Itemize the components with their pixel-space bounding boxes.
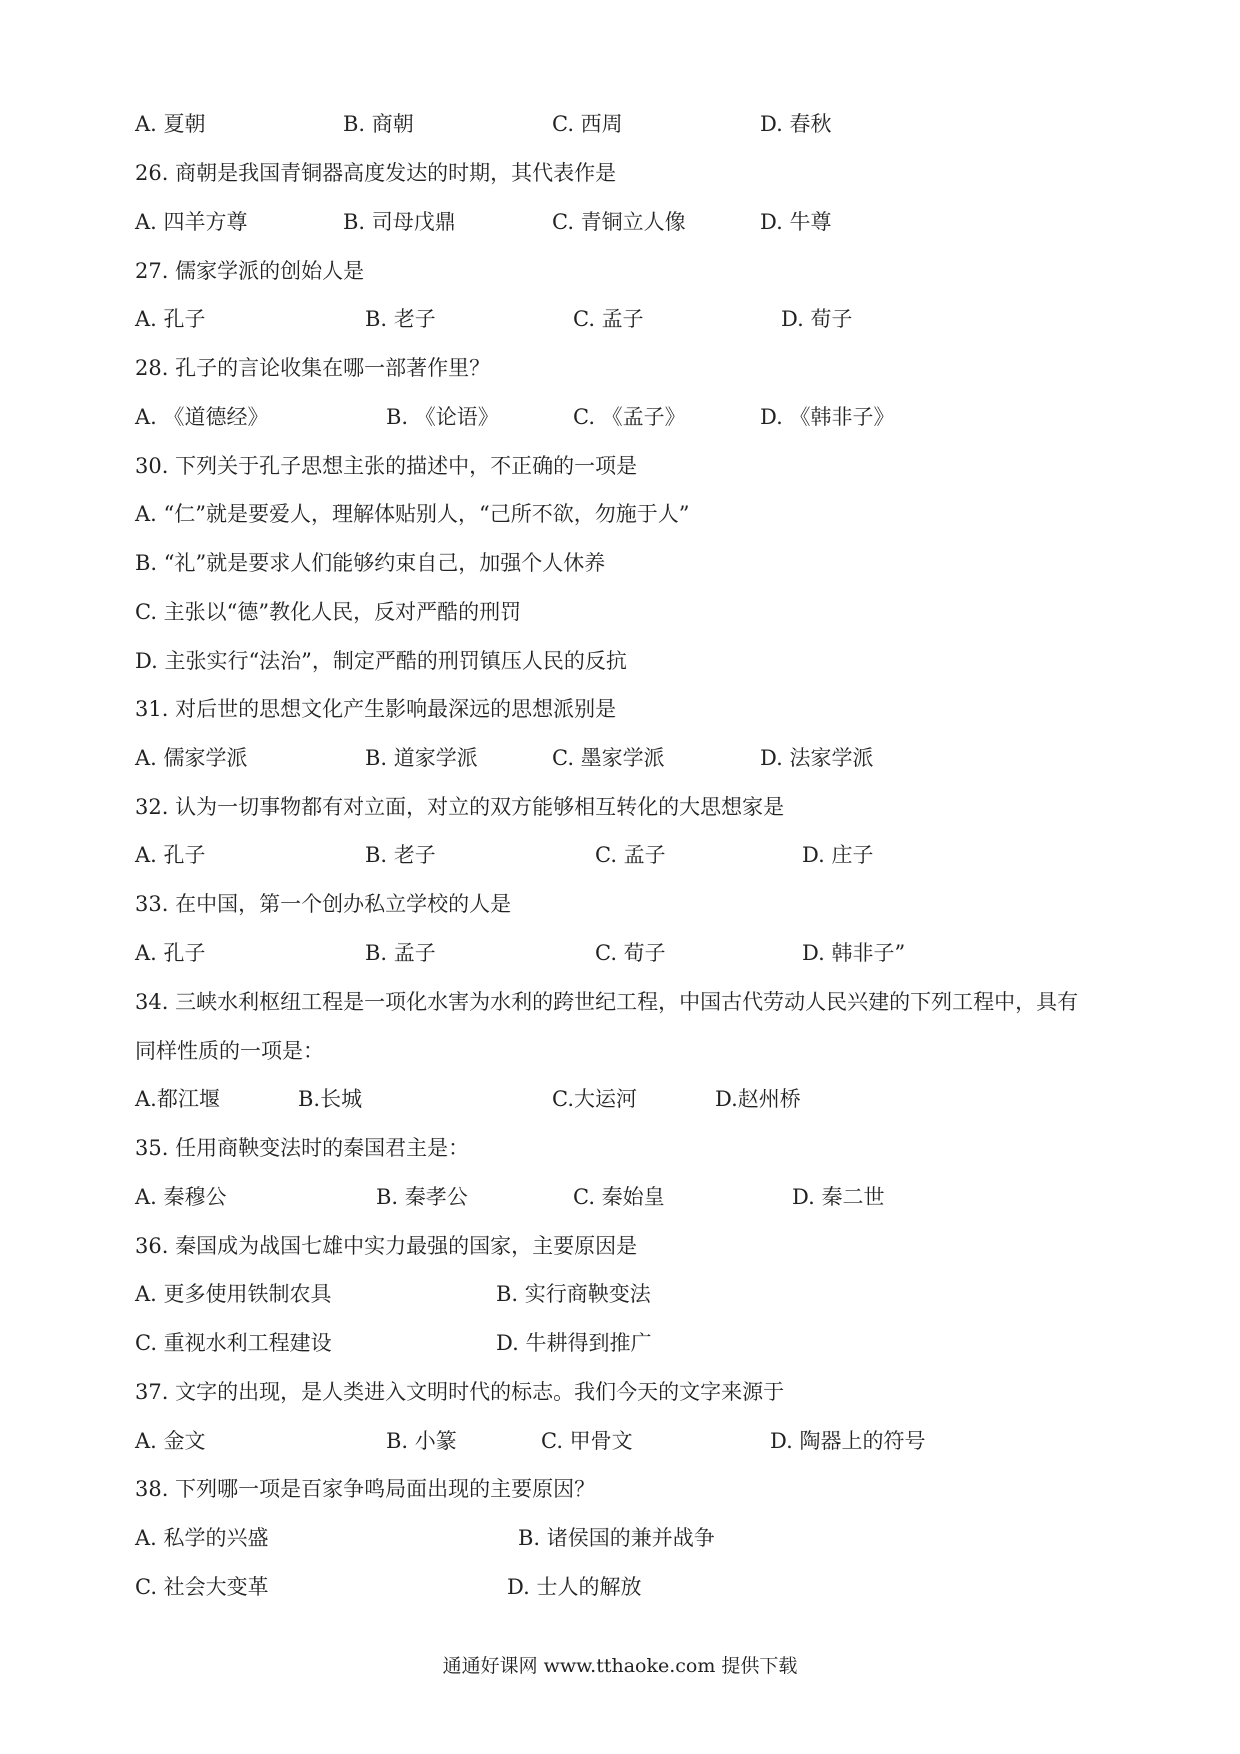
q26-option-d: D. 牛尊	[760, 210, 832, 234]
q32-stem: 32. 认为一切事物都有对立面，对立的双方能够相互转化的大思想家是	[135, 795, 785, 819]
q28-option-a: A. 《道德经》	[135, 405, 269, 429]
q27-option-d: D. 荀子	[781, 307, 853, 331]
q36-option-a: A. 更多使用铁制农具	[135, 1282, 332, 1306]
q37-stem: 37. 文字的出现，是人类进入文明时代的标志。我们今天的文字来源于	[135, 1380, 785, 1404]
q26-stem: 26. 商朝是我国青铜器高度发达的时期，其代表作是	[135, 161, 617, 185]
q38-option-b: B. 诸侯国的兼并战争	[518, 1526, 715, 1550]
q34-stem-line1: 34. 三峡水利枢纽工程是一项化水害为水利的跨世纪工程，中国古代劳动人民兴建的下列工程中，具有	[135, 990, 1079, 1014]
q26-option-c: C. 青铜立人像	[552, 210, 686, 234]
q31-option-b: B. 道家学派	[365, 746, 478, 770]
q36-option-c: C. 重视水利工程建设	[135, 1331, 332, 1355]
q37-option-b: B. 小篆	[386, 1429, 457, 1453]
q32-option-c: C. 孟子	[595, 843, 666, 867]
q34-option-d: D.赵州桥	[715, 1087, 801, 1111]
q30-stem: 30. 下列关于孔子思想主张的描述中，不正确的一项是	[135, 454, 638, 478]
q32-option-b: B. 老子	[365, 843, 436, 867]
q35-option-c: C. 秦始皇	[573, 1185, 665, 1209]
q35-option-d: D. 秦二世	[792, 1185, 885, 1209]
q33-option-b: B. 孟子	[365, 941, 436, 965]
q33-option-d: D. 韩非子”	[802, 941, 906, 965]
q31-option-a: A. 儒家学派	[135, 746, 248, 770]
q33-option-c: C. 荀子	[595, 941, 666, 965]
q38-option-d: D. 士人的解放	[507, 1575, 642, 1599]
q28-option-c: C. 《孟子》	[573, 405, 686, 429]
q38-option-c: C. 社会大变革	[135, 1575, 269, 1599]
q31-option-c: C. 墨家学派	[552, 746, 665, 770]
q35-stem: 35. 任用商鞅变法时的秦国君主是：	[135, 1136, 470, 1160]
q36-stem: 36. 秦国成为战国七雄中实力最强的国家，主要原因是	[135, 1234, 638, 1258]
q30-option-a: A. “仁”就是要爱人，理解体贴别人，“己所不欲，勿施于人”	[135, 502, 690, 526]
q35-option-b: B. 秦孝公	[376, 1185, 468, 1209]
q31-stem: 31. 对后世的思想文化产生影响最深远的思想派别是	[135, 697, 617, 721]
q36-option-d: D. 牛耕得到推广	[496, 1331, 652, 1355]
q25-option-d: D. 春秋	[760, 112, 832, 136]
q33-stem: 33. 在中国，第一个创办私立学校的人是	[135, 892, 512, 916]
q33-option-a: A. 孔子	[135, 941, 206, 965]
q36-option-b: B. 实行商鞅变法	[496, 1282, 651, 1306]
q27-option-a: A. 孔子	[135, 307, 206, 331]
q27-option-c: C. 孟子	[573, 307, 644, 331]
q28-option-d: D. 《韩非子》	[760, 405, 895, 429]
q34-option-c: C.大运河	[552, 1087, 637, 1111]
q26-option-b: B. 司母戊鼎	[343, 210, 456, 234]
q25-option-a: A. 夏朝	[135, 112, 206, 136]
q30-option-c: C. 主张以“德”教化人民，反对严酷的刑罚	[135, 600, 522, 624]
q37-option-a: A. 金文	[135, 1429, 206, 1453]
q37-option-d: D. 陶器上的符号	[770, 1429, 926, 1453]
q34-option-a: A.都江堰	[135, 1087, 220, 1111]
q34-stem-line2: 同样性质的一项是：	[135, 1039, 324, 1063]
q30-option-b: B. “礼”就是要求人们能够约束自己，加强个人休养	[135, 551, 606, 575]
q25-option-c: C. 西周	[552, 112, 623, 136]
q27-stem: 27. 儒家学派的创始人是	[135, 259, 365, 283]
q38-option-a: A. 私学的兴盛	[135, 1526, 269, 1550]
q32-option-d: D. 庄子	[802, 843, 874, 867]
page-footer: 通通好课网 www.tthaoke.com 提供下载	[442, 1655, 798, 1677]
q38-stem: 38. 下列哪一项是百家争鸣局面出现的主要原因？	[135, 1477, 596, 1501]
q35-option-a: A. 秦穆公	[135, 1185, 227, 1209]
q32-option-a: A. 孔子	[135, 843, 206, 867]
q27-option-b: B. 老子	[365, 307, 436, 331]
q26-option-a: A. 四羊方尊	[135, 210, 248, 234]
q28-stem: 28. 孔子的言论收集在哪一部著作里？	[135, 356, 491, 380]
q31-option-d: D. 法家学派	[760, 746, 874, 770]
q37-option-c: C. 甲骨文	[541, 1429, 633, 1453]
q30-option-d: D. 主张实行“法治”，制定严酷的刑罚镇压人民的反抗	[135, 649, 627, 673]
q25-option-b: B. 商朝	[343, 112, 414, 136]
q34-option-b: B.长城	[298, 1087, 363, 1111]
q28-option-b: B. 《论语》	[386, 405, 499, 429]
